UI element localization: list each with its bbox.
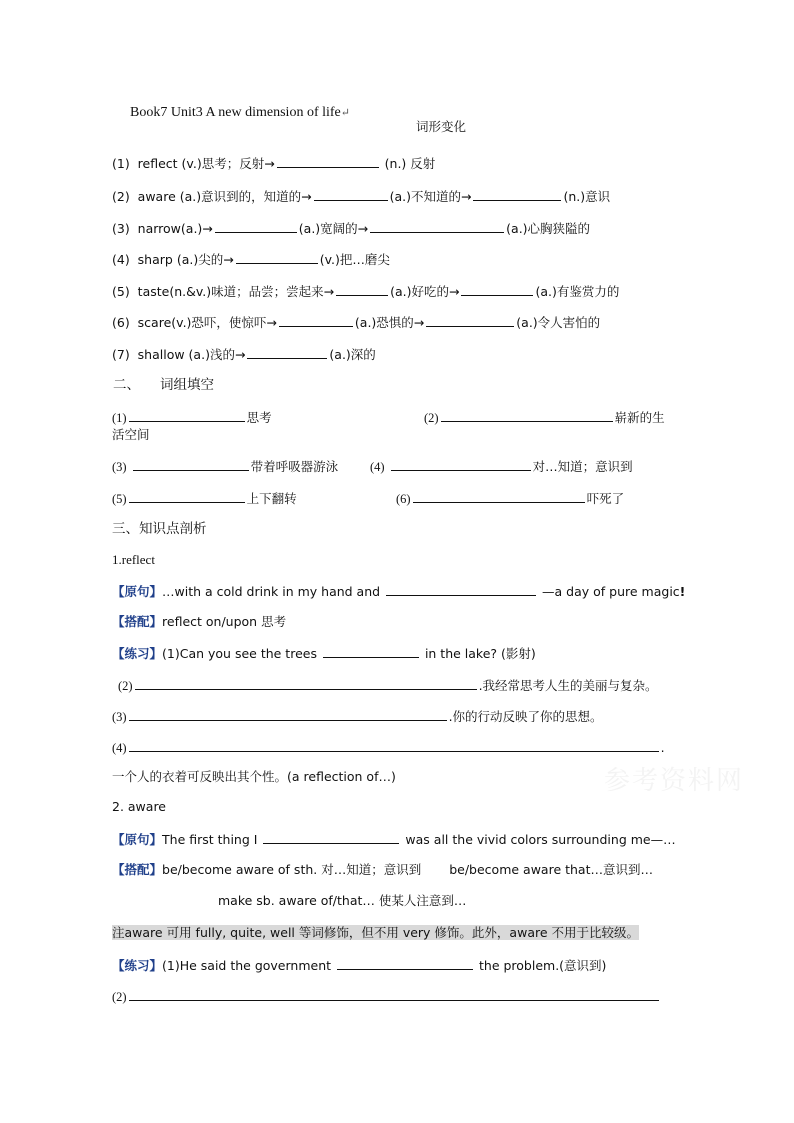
answer-blank[interactable] [336, 282, 388, 296]
watermark: 参考资料网 [604, 766, 745, 796]
answer-blank[interactable] [370, 219, 504, 233]
answer-blank[interactable] [461, 282, 533, 296]
point-2-original: 【原句】The first thing I was all the vivid colors surrounding me—… [112, 832, 676, 847]
answer-blank[interactable] [133, 457, 249, 471]
title-text: Book7 Unit3 A new dimension of life [130, 105, 341, 120]
answer-blank[interactable] [129, 489, 245, 503]
point-2-collocation: 【搭配】be/become aware of sth. 对…知道；意识到 be/become aware that…意识到… [112, 862, 653, 877]
answer-blank[interactable] [129, 408, 245, 422]
word-form-row-1: (1) reflect (v.)思考；反射→ (n.) 反射 [112, 156, 436, 171]
answer-blank[interactable] [323, 644, 419, 658]
answer-blank[interactable] [426, 313, 514, 327]
answer-blank[interactable] [263, 830, 399, 844]
answer-blank[interactable] [413, 489, 585, 503]
answer-blank[interactable] [236, 250, 318, 264]
phrase-item-2: (2) 崭新的生 [424, 410, 665, 425]
answer-blank[interactable] [337, 956, 473, 970]
answer-line[interactable] [129, 738, 659, 752]
word-form-row-5: (5) taste(n.&v.)味道；品尝；尝起来→ (a.)好吃的→ (a.)有鉴赏力的 [112, 284, 620, 299]
answer-line[interactable] [129, 987, 659, 1001]
return-mark: ↵ [340, 107, 350, 119]
answer-blank[interactable] [247, 345, 327, 359]
answer-blank[interactable] [314, 187, 388, 201]
point-2-note: 注aware 可用 fully, quite, well 等词修饰，但不用 very 修饰。此外，aware 不用于比较级。 [112, 925, 640, 940]
section2-heading: 二、 词组填空 [113, 377, 214, 393]
point-2-collocation-2: make sb. aware of/that… 使某人注意到… [218, 893, 467, 908]
point-1-practice-2: (2) .我经常思考人生的美丽与复杂。 [118, 678, 658, 693]
document-title [130, 104, 350, 122]
phrase-item-3: (3) 带着呼吸器游泳 [112, 459, 339, 474]
phrase-item-4: (4) 对…知道；意识到 [370, 459, 633, 474]
point-1-practice-3: (3) .你的行动反映了你的思想。 [112, 709, 603, 724]
word-form-row-4: (4) sharp (a.)尖的→ (v.)把…磨尖 [112, 252, 390, 267]
point-1-practice-4: (4) . [112, 740, 665, 755]
point-2-practice-1: 【练习】(1)He said the government the problem.(意识到) [112, 958, 607, 973]
word-form-row-6: (6) scare(v.)恐吓，使惊吓→ (a.)恐惧的→ (a.)令人害怕的 [112, 315, 601, 330]
answer-blank[interactable] [391, 457, 531, 471]
section1-heading: 词形变化 [416, 119, 467, 134]
point-2-title: 2. aware [112, 799, 166, 814]
answer-blank[interactable] [279, 313, 353, 327]
answer-blank[interactable] [386, 582, 536, 596]
point-1-original: 【原句】…with a cold drink in my hand and —a day of pure magic! [112, 584, 686, 599]
point-1-practice-1: 【练习】(1)Can you see the trees in the lake? (影射) [112, 646, 536, 661]
answer-blank[interactable] [473, 187, 561, 201]
answer-blank[interactable] [441, 408, 613, 422]
section3-heading: 三、知识点剖析 [112, 521, 207, 537]
answer-line[interactable] [129, 707, 447, 721]
answer-blank[interactable] [277, 154, 379, 168]
answer-line[interactable] [135, 676, 477, 690]
point-2-practice-2: (2) [112, 987, 661, 1006]
phrase-item-6: (6) 吓死了 [396, 491, 625, 506]
phrase-item-1: (1) 思考 [112, 410, 272, 425]
word-form-row-2: (2) aware (a.)意识到的，知道的→ (a.)不知道的→ (n.)意识 [112, 189, 611, 204]
point-1-title: 1.reflect [112, 552, 155, 567]
word-form-row-7: (7) shallow (a.)浅的→ (a.)深的 [112, 347, 376, 362]
word-form-row-3: (3) narrow(a.)→ (a.)宽阔的→ (a.)心胸狭隘的 [112, 221, 591, 236]
answer-blank[interactable] [215, 219, 297, 233]
point-1-collocation: 【搭配】reflect on/upon 思考 [112, 614, 287, 629]
point-1-practice-4-prompt: 一个人的衣着可反映出其个性。(a reflection of…) [112, 769, 396, 784]
phrase-item-2-wrap: 活空间 [112, 427, 150, 442]
phrase-item-5: (5) 上下翻转 [112, 491, 297, 506]
